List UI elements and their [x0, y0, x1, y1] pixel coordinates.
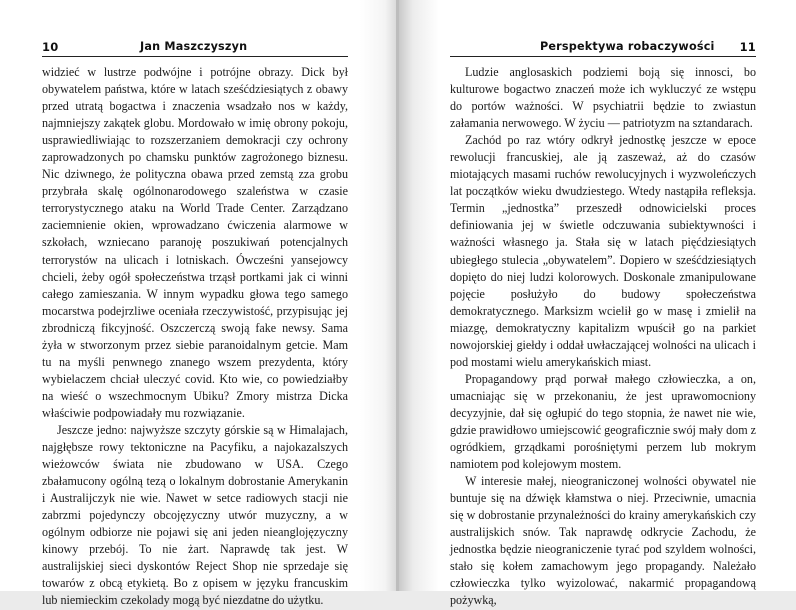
- paragraph: widzieć w lustrze podwójne i potrójne obrazy. Dick był obywatelem państwa, które w latach sześćdziesiątych z obawy przed utratą bogactwa i znaczenia wsadzało nos w każdy, najmniejszy zakątek globu. Mordowało w imię obrony pokoju, usprawiedliwiając to rozszerzaniem demokracji czy ochrony zaprowadzonych po chamsku punktów zagrożonego biznesu. Nic dziwnego, że polityczna obawa przed zemstą zza grobu przybrała skalę ogólnonarodowego szaleństwa w czasie terrorystycznego ataku na World Trade Center. Zarządzano zaciemnienie okien, wprowadzano ćwiczenia alarmowe w szkołach, wzniecano paranoję poszukiwań potencjalnych terrorystów na ulicach i lotniskach. Ówcześni yansejowcy chcieli, żeby ogół społeczeństwa trząsł portkami jak ci winni całego zamieszania. W innym wypadku głowa tego samego mocarstwa podejrzliwe oceniała rzeczywistość, przypisując jej zbrodniczą fikcyjność. Oszczerczą swoją fake newsy. Sama żyła w stworzonym przez siebie paranoidalnym getcie. Mam tu na myśli penwnego znanego wszem prezydenta, który wybielaczem chciał uleczyć covid. Kto wie, co powiedziałby na wieść o wszechmocnym Ubiku? Zmory mistrza Dicka właściwie podpowiadały mu rozwiązanie.: [42, 65, 348, 420]
- left-page-header: [42, 40, 348, 57]
- paragraph: Jeszcze jedno: najwyższe szczyty górskie są w Himalajach, najgłębsze rowy tektoniczne na Pacyfiku, a najokazalszych wieżowców świata nie zbudowano w USA. Czego zbałamucony ogólną tezą o lokalnym dobrostanie Amerykanin i Australijczyk nie wie. Nawet w setce radiowych stacji nie zabrzmi pojedynczy obcojęzyczny utwór muzyczny, a w ogólnym odbiorze nie pojawi się ani jeden nieanglojęzyczny kinowy przebój. To nie żart. Naprawdę tak jest. W australijskiej sieci dyskontów Reject Shop nie sprzedaje się towarów z obcą etykietą. Bo z opisem w języku francuskim lub niemieckim czekolady mogą być niezdatne do użytku.: [42, 422, 348, 608]
- right-page-header: [450, 40, 756, 57]
- paragraph: Propagandowy prąd porwał małego człowieczka, a on, umacniając się w przekonaniu, że jest uprawomocniony decyzyjnie, dał się ogłupić do tego stopnia, że nawet nie wie, gdzie prawidłowo umiejscowić geograficznie swój mały dom z ogródkiem, grządkami porośniętymi perzem lub mokrym namiotem pod kolejowym mostem.: [450, 371, 756, 472]
- running-header-author: Jan Maszczyszyn: [140, 40, 248, 53]
- paragraph: W interesie małej, nieograniczonej wolności obywatel nie buntuje się na dźwięk kłamstwa o niej. Przeciwnie, umacnia się w dobrostanie przynależności do krainy amerykańskich czy australijskich snów. Tak naprawdę odkrycie Zachodu, że jednostka będzie nieograniczenie tyrać pod szyldem wolności, stało się kołem zamachowym jego propagandy. Należało człowieczka tylko wyizolować, nakarmić propagandową pożywką,: [450, 474, 756, 608]
- right-page: [399, 0, 796, 608]
- right-page-body: [450, 64, 756, 610]
- left-page-body: [42, 64, 348, 610]
- page-number: 10: [42, 40, 59, 54]
- running-header-chapter: Perspektywa robaczywości: [540, 40, 715, 53]
- page-number: 11: [739, 40, 756, 54]
- paragraph: Ludzie anglosaskich podziemi boją się innosci, bo kulturowe bogactwo znaczeń może ich wykluczyć ze wstępu do portów ważności. W psychiatrii będzie to zwiastun załamania nerwowego. W życiu — patriotyzm na sztandarach.: [450, 65, 756, 131]
- paragraph: Zachód po raz wtóry odkrył jednostkę jeszcze w epoce rewolucji francuskiej, ale ją zaszeważ, aż do czasów miotających masami ruchów rewolucyjnych i wyzwoleńczych lat początków wieku dwudziestego. Wtedy nastąpiła refleksja. Termin „jednostka” przeszedł odnowicielski proces definiowania jej w świetle odczuwania subiektywności i ważności własnego ja. Stała się w latach pięćdziesiątych ubiegłego stulecia „obywatelem”. Dopiero w sześćdziesiątych dopięto do niej ludzi kolorowych. Doskonale zmanipulowane pojęcie posłużyło do budowy społeczeństwa demokratycznego. Marksizm wcielił go w masę i zmielił na miazgę, demokratyczny kapitalizm wpuścił go na parkiet nowojorskiej giełdy i oddał uwłaczającej wolności na ulicach i pod mostami wielu amerykańskich miast.: [450, 133, 756, 369]
- left-page: [0, 0, 397, 608]
